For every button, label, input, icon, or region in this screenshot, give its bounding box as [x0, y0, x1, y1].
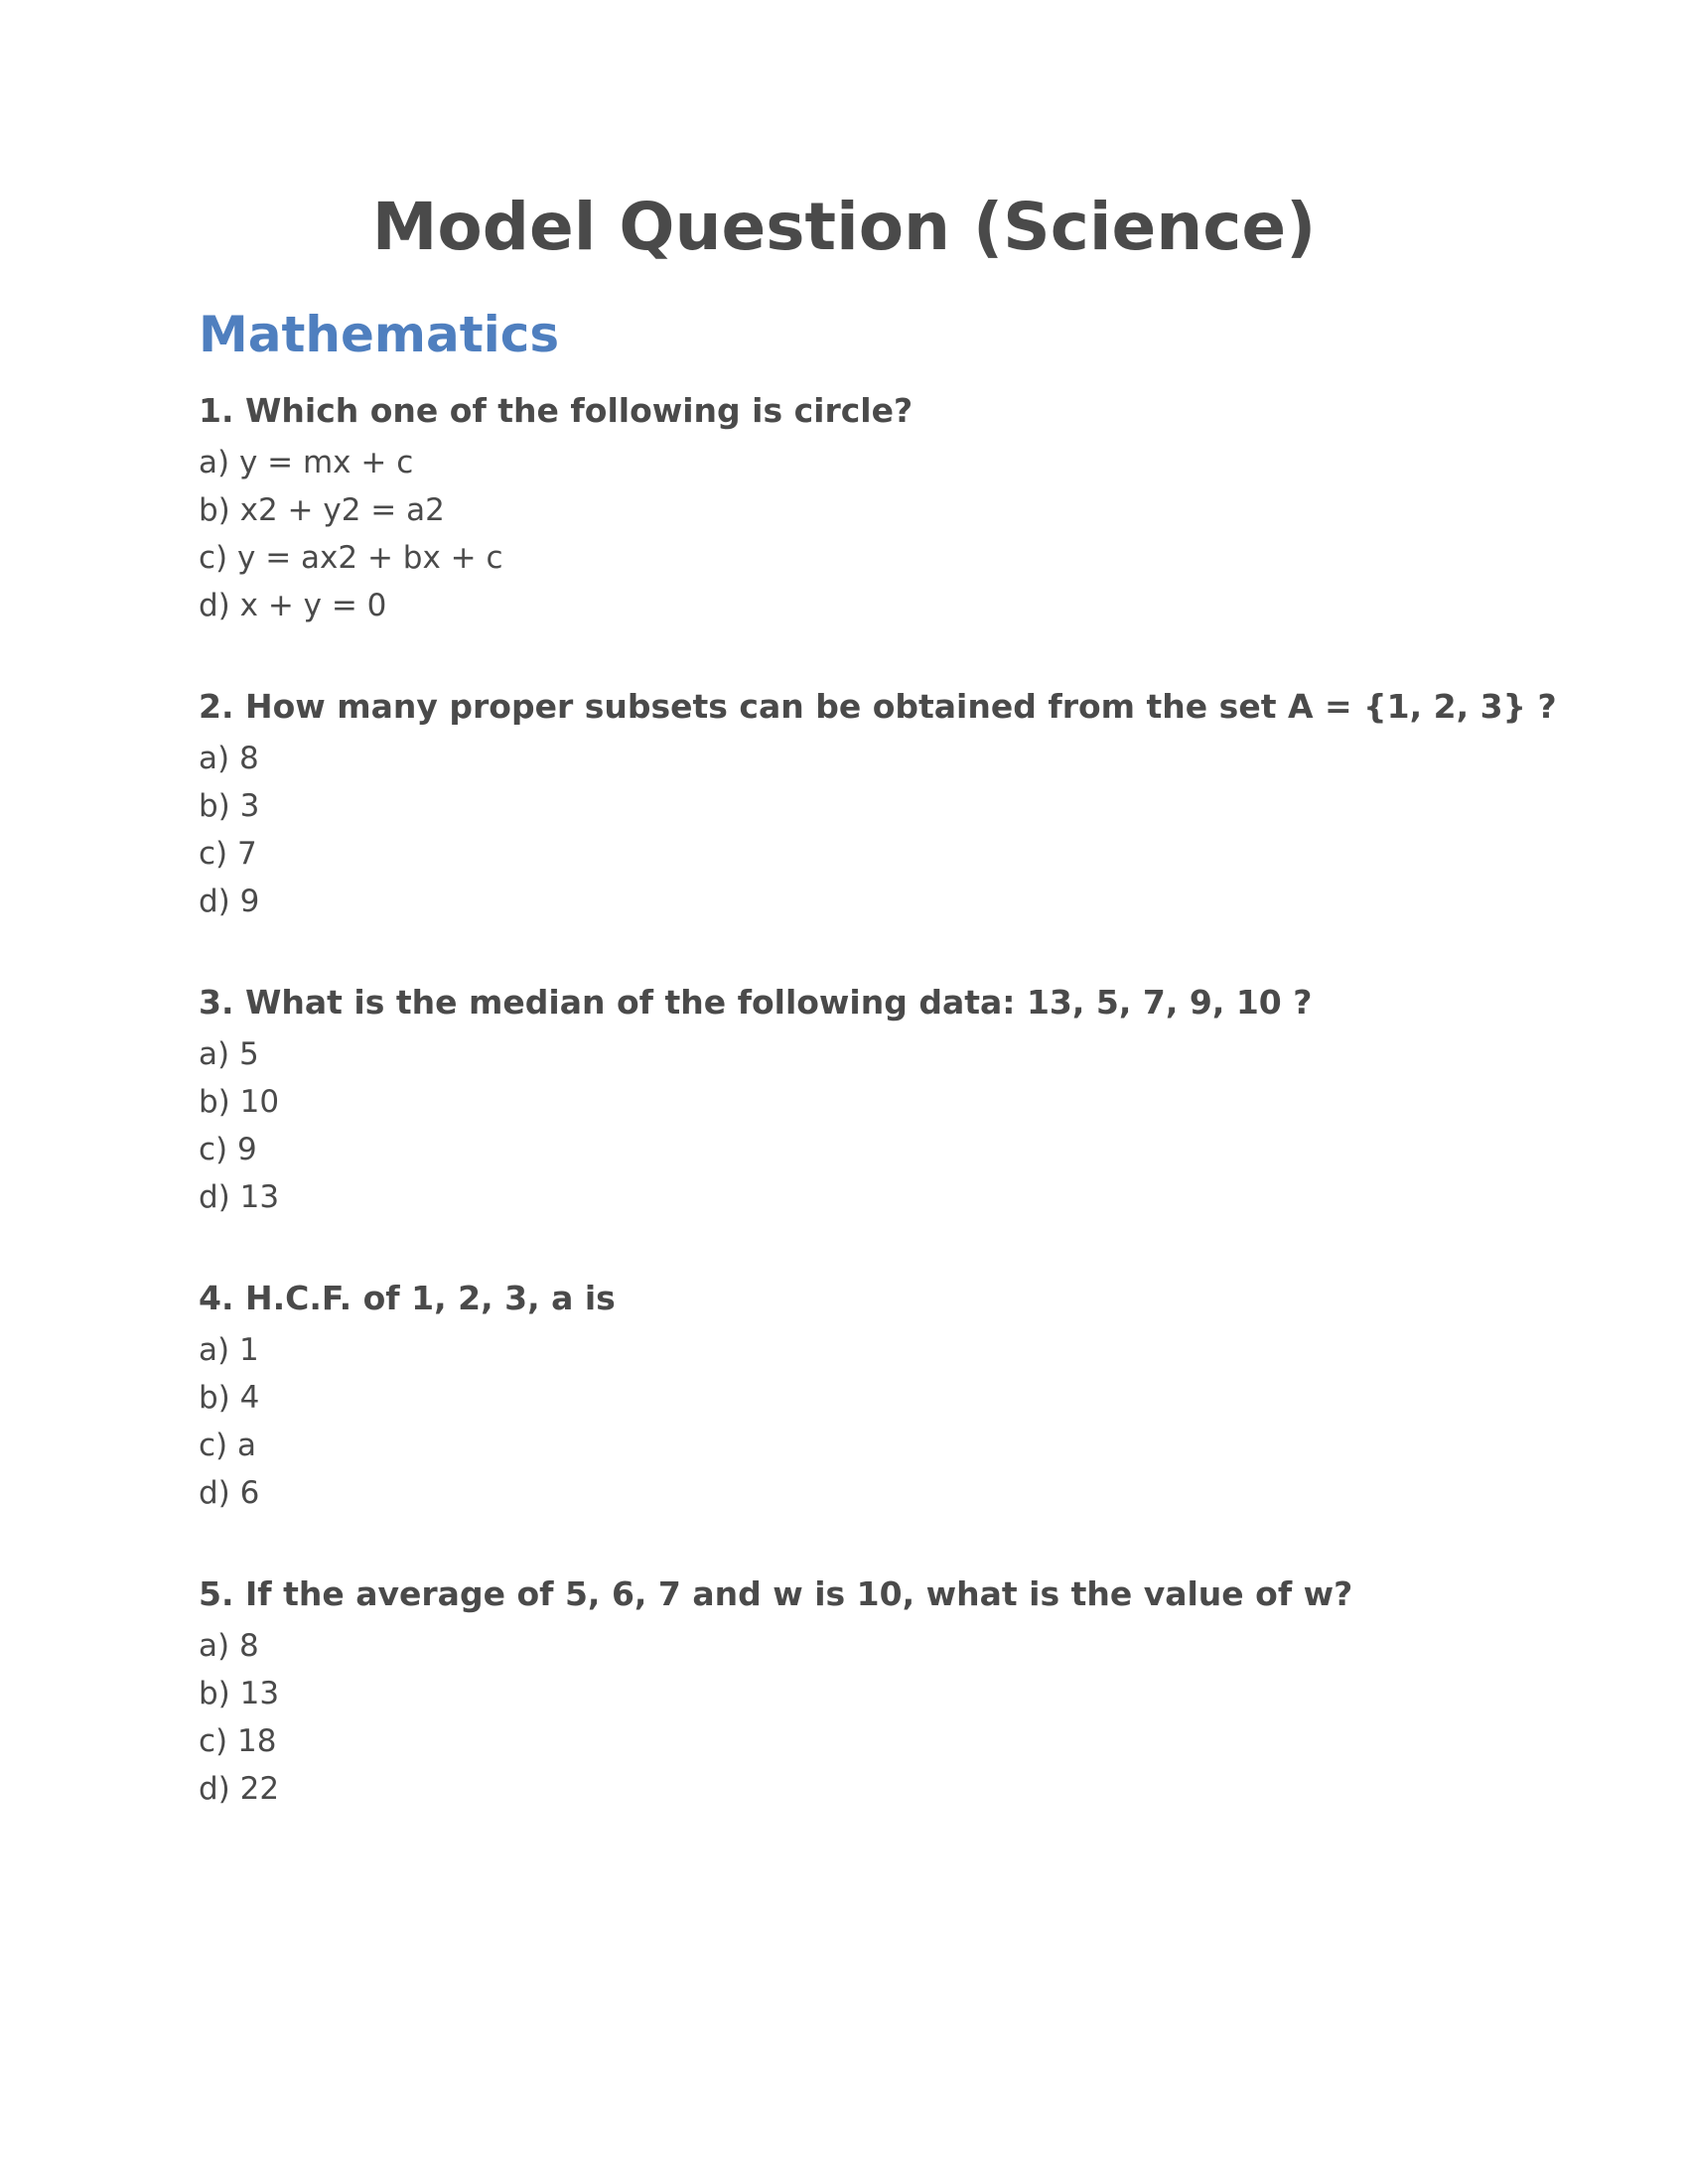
option-d: d) 22 [199, 1771, 280, 1807]
option-d: d) 13 [199, 1179, 280, 1215]
question-list [199, 383, 1557, 1862]
option-b: b) 13 [199, 1676, 280, 1711]
question-text: 1. Which one of the following is circle? [199, 391, 914, 430]
option-c: c) 7 [199, 836, 257, 872]
option-a: a) 1 [199, 1332, 259, 1368]
question-text: 2. How many proper subsets can be obtained from the set A = {1, 2, 3} ? [199, 687, 1557, 726]
option-d: d) x + y = 0 [199, 588, 387, 623]
option-c: c) 18 [199, 1723, 277, 1759]
option-a: a) 8 [199, 741, 259, 776]
option-a: a) y = mx + c [199, 445, 414, 480]
option-b: b) 3 [199, 788, 260, 824]
option-a: a) 8 [199, 1628, 259, 1664]
option-c: c) 9 [199, 1132, 257, 1167]
question-3 [199, 975, 1509, 1221]
option-d: d) 6 [199, 1475, 260, 1511]
question-4 [199, 1271, 1509, 1517]
option-b: b) x2 + y2 = a2 [199, 492, 445, 528]
question-text: 4. H.C.F. of 1, 2, 3, a is [199, 1279, 616, 1317]
question-text: 5. If the average of 5, 6, 7 and w is 10, what is the value of w? [199, 1574, 1353, 1613]
option-d: d) 9 [199, 884, 260, 919]
question-2 [199, 679, 1557, 925]
option-b: b) 10 [199, 1084, 280, 1120]
question-5 [199, 1567, 1509, 1813]
option-c: c) a [199, 1428, 256, 1463]
option-a: a) 5 [199, 1036, 259, 1072]
section-heading-mathematics: Mathematics [199, 306, 560, 363]
option-b: b) 4 [199, 1380, 260, 1416]
question-1 [199, 383, 1509, 629]
page-title: Model Question (Science) [371, 189, 1317, 265]
question-text: 3. What is the median of the following data: 13, 5, 7, 9, 10 ? [199, 983, 1313, 1022]
option-c: c) y = ax2 + bx + c [199, 540, 503, 576]
